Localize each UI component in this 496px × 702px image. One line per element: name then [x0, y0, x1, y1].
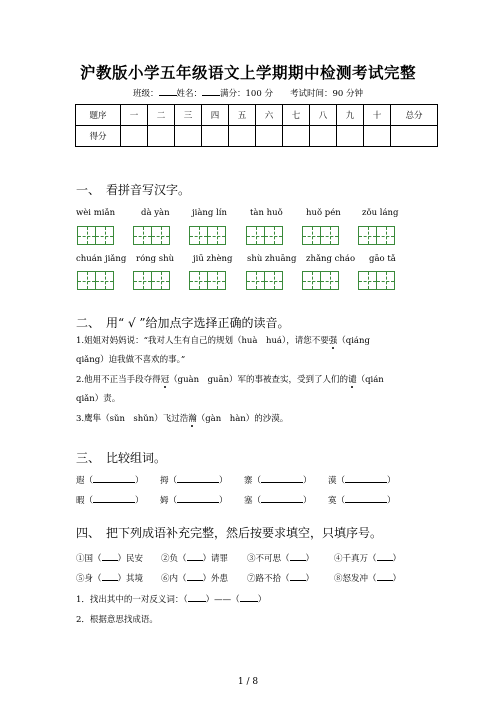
answer-blank[interactable] [187, 572, 203, 581]
q-text: （gàn hàn）的沙漠。 [196, 414, 289, 424]
compare-item: 寨（ ） [244, 476, 312, 486]
answer-blank[interactable] [93, 494, 135, 503]
q-text: （qián [356, 375, 384, 385]
score-row [76, 126, 438, 147]
answer-blank[interactable] [102, 572, 118, 581]
idiom-item [334, 552, 401, 564]
writing-grid[interactable] [246, 271, 282, 290]
score-header: 六 [256, 105, 283, 126]
score-header: 四 [202, 105, 229, 126]
pinyin: zǒu láng [362, 208, 399, 218]
idiom-item [334, 572, 401, 584]
idiom-item [161, 572, 228, 584]
score-header-row [76, 105, 438, 126]
score-header: 十 [364, 105, 391, 126]
score-header: 三 [175, 105, 202, 126]
score-row-label: 得分 [76, 126, 121, 147]
score-header: 题序 [76, 105, 121, 126]
score-cell[interactable] [256, 126, 283, 147]
score-header: 二 [148, 105, 175, 126]
writing-grid[interactable] [358, 271, 394, 290]
score-header: 五 [229, 105, 256, 126]
idiom-item [161, 552, 228, 564]
compare-item: 暇（ ） [76, 496, 144, 506]
idiom-item [76, 572, 143, 584]
dotted-char: 瀚 [188, 414, 197, 424]
question-2-1 [76, 334, 370, 346]
score-cell[interactable] [391, 126, 438, 147]
class-label: 班级： [132, 89, 159, 99]
writing-grid[interactable] [77, 226, 113, 245]
answer-blank[interactable] [345, 494, 387, 503]
question-2-1-cont: qiǎng）迫我做不喜欢的事。” [76, 355, 186, 365]
idiom-text: ⑦路不拾（ [247, 574, 290, 584]
idiom-text: ①国（ [76, 554, 102, 564]
score-cell[interactable] [364, 126, 391, 147]
pinyin: chuán jiǎng [76, 254, 127, 264]
score-header: 总分 [391, 105, 438, 126]
question-4-1 [76, 593, 266, 605]
idiom-text: ） [392, 574, 402, 584]
section-4-heading: 四、 把下列成语补充完整，然后按要求填空，只填序号。 [76, 526, 383, 540]
compare-char: 姆 [160, 496, 169, 506]
compare-char: 寞 [328, 496, 337, 506]
score-table [75, 104, 438, 147]
writing-grid[interactable] [133, 226, 169, 245]
dotted-char: 谴 [348, 375, 357, 385]
idiom-text: ） [392, 554, 402, 564]
idiom-item [76, 552, 143, 564]
idiom-text: ） [305, 574, 315, 584]
compare-item: 漠（ ） [328, 476, 396, 486]
compare-char: 拇 [160, 476, 169, 486]
answer-blank[interactable] [187, 552, 203, 561]
idiom-text: ⑥内（ [161, 574, 187, 584]
answer-blank[interactable] [240, 593, 258, 602]
answer-blank[interactable] [261, 494, 303, 503]
writing-grid[interactable] [302, 271, 338, 290]
writing-grid[interactable] [302, 226, 338, 245]
dotted-char: 强 [328, 336, 338, 346]
q-text: ）——（ [205, 595, 240, 605]
answer-blank[interactable] [102, 552, 118, 561]
answer-blank[interactable] [377, 572, 393, 581]
answer-blank[interactable] [177, 474, 219, 483]
pinyin: wèi miǎn [76, 208, 116, 218]
answer-blank[interactable] [93, 474, 135, 483]
score-cell[interactable] [121, 126, 148, 147]
compare-char: 漠 [328, 476, 337, 486]
idiom-text: ④千真万（ [334, 554, 377, 564]
pinyin: zhǎng cháo [306, 254, 356, 264]
pinyin: róng shù [136, 254, 175, 264]
full-score: 满分：100 分 [220, 89, 273, 99]
pinyin: shù zhuāng [247, 254, 297, 264]
q-text: 1．找出其中的一对反义词：（ [76, 595, 188, 605]
compare-item: 姆（ ） [160, 496, 228, 506]
idiom-item [247, 552, 314, 564]
q-text: 1.姐姐对妈妈说：“我对人生有自己的规划（huà huá），请您不要 [76, 336, 329, 346]
question-2-2 [76, 373, 384, 385]
pinyin: jiàng lín [192, 208, 227, 218]
answer-blank[interactable] [261, 474, 303, 483]
idiom-item [247, 572, 314, 584]
idiom-text: ）民安 [117, 554, 144, 564]
q-text: （guàn guān）军的事被查实，受到了人们的 [169, 375, 349, 385]
idiom-text: ⑤身（ [76, 574, 102, 584]
dotted-char: 冠 [160, 375, 170, 385]
q-text: （qiáng [337, 336, 370, 346]
idiom-text: ）请罪 [202, 554, 229, 564]
section-3-heading: 三、 比较组词。 [76, 451, 167, 465]
compare-item: 塞（ ） [244, 496, 312, 506]
page-number: 1 / 8 [237, 677, 259, 687]
score-cell[interactable] [148, 126, 175, 147]
idiom-text: ）外患 [202, 574, 229, 584]
pinyin: huǒ pén [306, 208, 341, 218]
idiom-text: ⑧怒发冲（ [334, 574, 377, 584]
idiom-text: ②负（ [161, 554, 187, 564]
idiom-text: ③不可思（ [247, 554, 290, 564]
score-cell[interactable] [283, 126, 310, 147]
pinyin: tàn huǒ [250, 208, 283, 218]
score-header: 一 [121, 105, 148, 126]
q-text: ） [257, 595, 267, 605]
answer-blank[interactable] [290, 552, 306, 561]
pinyin: dà yàn [141, 208, 170, 218]
pinyin: jiū zhèng [193, 254, 233, 264]
pinyin: gāo tǎ [369, 254, 396, 264]
question-4-2: 2．根据意思找成语。 [76, 615, 158, 625]
writing-grid[interactable] [358, 226, 394, 245]
answer-blank[interactable] [345, 474, 387, 483]
score-cell[interactable] [337, 126, 364, 147]
answer-blank[interactable] [177, 494, 219, 503]
exam-info [0, 87, 496, 99]
compare-char: 塞 [244, 496, 253, 506]
answer-blank[interactable] [290, 572, 306, 581]
idiom-text: ） [305, 554, 315, 564]
q-text: 3.鹰隼（sǔn shǔn）飞过浩 [76, 414, 189, 424]
name-label: 姓名： [176, 89, 203, 99]
page-title: 沪教版小学五年级语文上学期期中检测考试完整 [79, 63, 416, 82]
exam-time: 考试时间：90 分钟 [289, 89, 363, 99]
compare-item: 遐（ ） [76, 476, 144, 486]
score-cell[interactable] [229, 126, 256, 147]
score-cell[interactable] [310, 126, 337, 147]
writing-grid[interactable] [133, 271, 169, 290]
section-1-heading: 一、 看拼音写汉字。 [76, 183, 191, 197]
score-header: 七 [283, 105, 310, 126]
q-text: 2.他用不正当手段夺得 [76, 375, 161, 385]
compare-char: 暇 [76, 496, 85, 506]
score-header: 九 [337, 105, 364, 126]
writing-grid[interactable] [189, 271, 225, 290]
compare-char: 遐 [76, 476, 85, 486]
question-2-3 [76, 412, 288, 424]
compare-item: 寞（ ） [328, 496, 396, 506]
name-blank[interactable] [202, 87, 220, 96]
writing-grid[interactable] [77, 271, 113, 290]
answer-blank[interactable] [377, 552, 393, 561]
section-2-heading: 二、 用“ √ ”给加点字选择正确的读音。 [76, 316, 290, 330]
question-2-2-cont: qiǎn）责。 [76, 394, 121, 404]
answer-blank[interactable] [188, 593, 206, 602]
score-cell[interactable] [202, 126, 229, 147]
writing-grid[interactable] [189, 226, 225, 245]
writing-grid[interactable] [246, 226, 282, 245]
compare-char: 寨 [244, 476, 253, 486]
class-blank[interactable] [159, 87, 177, 96]
score-cell[interactable] [175, 126, 202, 147]
score-header: 八 [310, 105, 337, 126]
compare-item: 拇（ ） [160, 476, 228, 486]
idiom-text: ）其境 [117, 574, 144, 584]
